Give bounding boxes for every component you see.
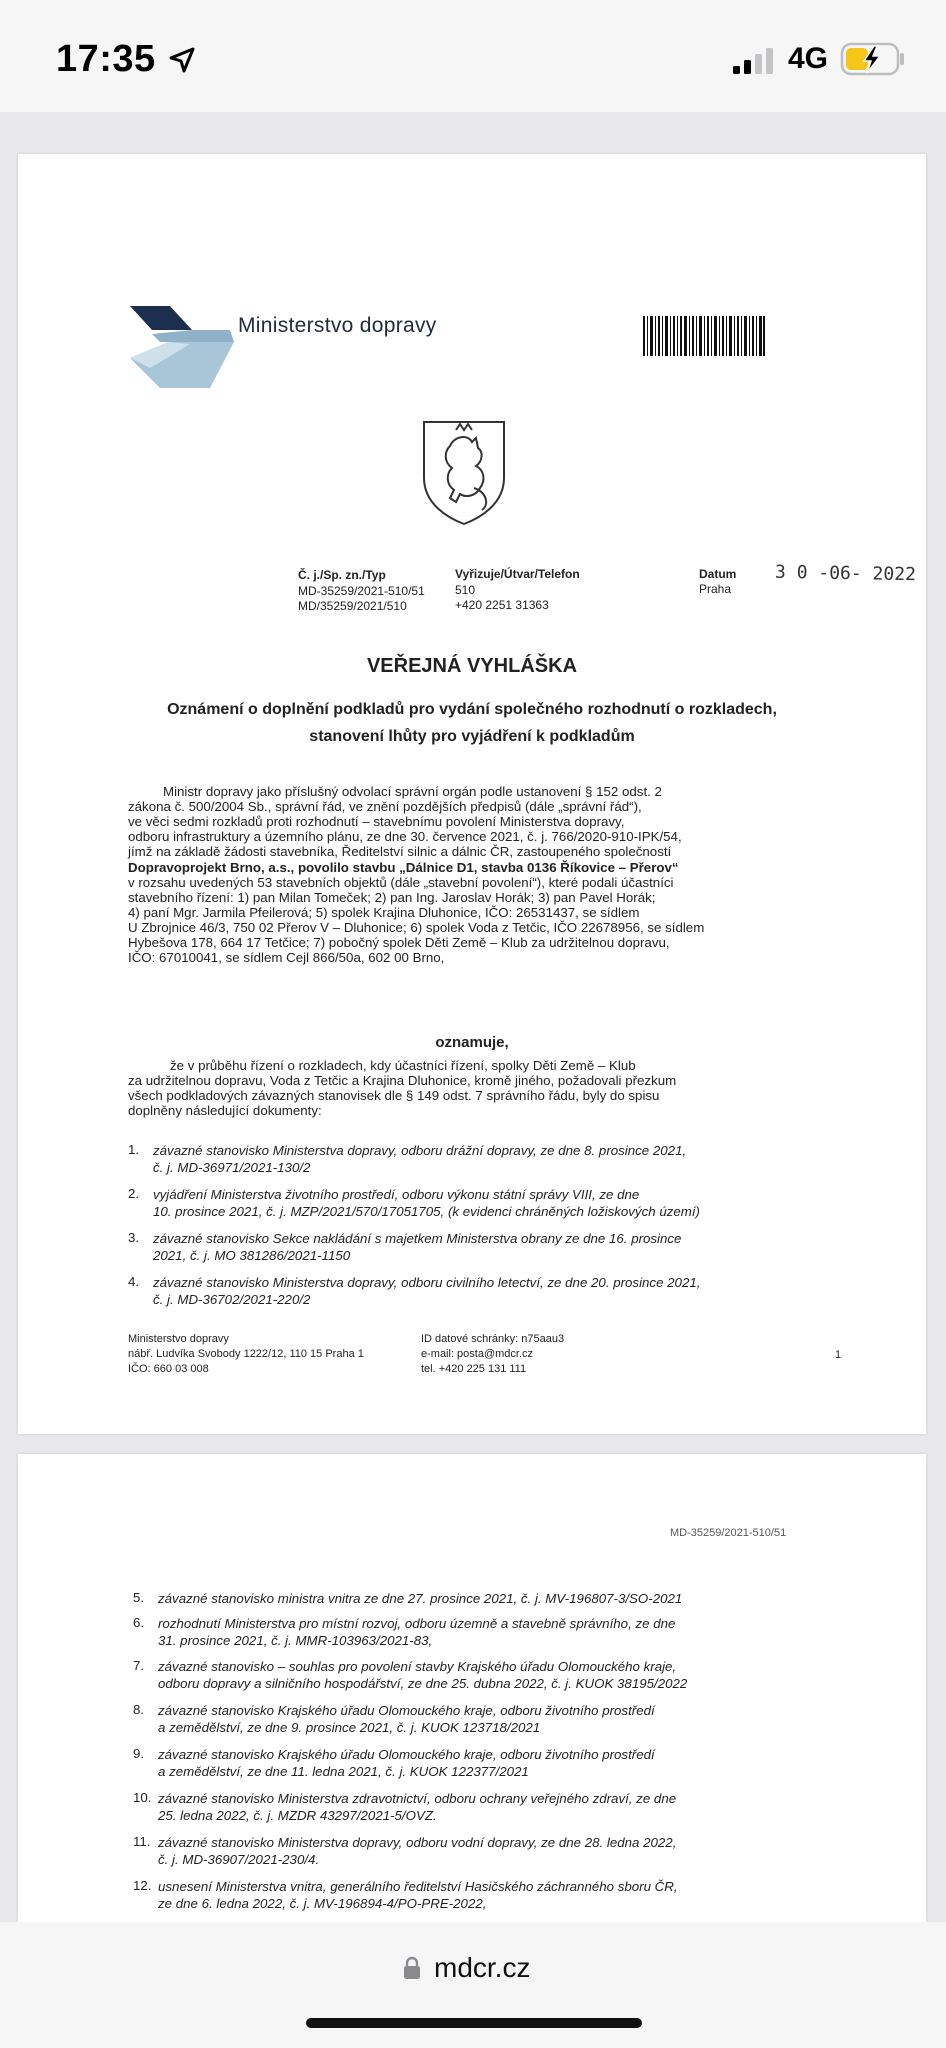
footer-address: Ministerstvo dopravy	[128, 1333, 229, 1345]
ref-number-1: MD-35259/2021-510/51	[298, 584, 425, 598]
list-item-text: 25. ledna 2022, č. j. MZDR 43297/2021-5/OVZ.	[158, 1808, 437, 1823]
list-item-text: vyjádření Ministerstva životního prostředí, odboru výkonu státní správy VIII, ze dne	[153, 1187, 640, 1202]
document-subtitle-2: stanovení lhůty pro vyjádření k podkladům	[309, 728, 635, 745]
contact-dept: 510	[455, 583, 476, 597]
list-item-text: č. j. MD-36971/2021-130/2	[153, 1160, 311, 1175]
para2-line: za udržitelnou dopravu, Voda z Tetčic a Krajina Dluhonice, kromě jiného, požadovali přezkum	[128, 1073, 677, 1088]
status-bar	[0, 0, 946, 112]
list-item-text: závazné stanovisko Ministerstva dopravy, odboru vodní dopravy, ze dne 28. ledna 2022,	[158, 1835, 677, 1850]
announcement-heading: oznamuje,	[435, 1034, 509, 1051]
list-item-text: závazné stanovisko Krajského úřadu Olomouckého kraje, odboru životního prostředí	[158, 1703, 655, 1718]
network-type: 4G	[788, 42, 829, 75]
footer-contact: e-mail: posta@mdcr.cz	[421, 1348, 534, 1360]
date-stamp: 3 0 -06- 2022	[774, 561, 917, 586]
list-item-text: usnesení Ministerstva vnitra, generálního ředitelství Hasičského záchranného sboru ČR,	[158, 1879, 678, 1894]
url-text[interactable]: mdcr.cz	[434, 1952, 531, 1983]
list-item-text: odboru dopravy a silničního hospodářství, ze dne 25. dubna 2022, č. j. KUOK 38195/2022	[158, 1676, 688, 1691]
ref-label: Č. j./Sp. zn./Typ	[298, 568, 386, 582]
ministry-name: Ministerstvo dopravy	[238, 314, 437, 337]
para2-line: všech podkladových závazných stanovisek dle § 149 odst. 7 správního řádu, byly do spisu	[128, 1088, 660, 1103]
list-item-text: závazné stanovisko Ministerstva dopravy, odboru civilního letectví, ze dne 20. prosince 2021,	[153, 1275, 701, 1290]
list-item-number: 9.	[133, 1746, 145, 1761]
list-item-text: závazné stanovisko Sekce nakládání s majetkem Ministerstva obrany ze dne 16. prosince	[153, 1231, 682, 1246]
status-time: 17:35	[56, 38, 156, 80]
list-item-text: č. j. MD-36702/2021-220/2	[153, 1292, 311, 1307]
pdf-page-1	[18, 154, 926, 1434]
list-item-text: rozhodnutí Ministerstva pro místní rozvoj, odboru územně a stavebně správního, ze dne	[158, 1616, 676, 1631]
list-item-text: a zemědělství, ze dne 9. prosince 2021, č. j. KUOK 123718/2021	[158, 1720, 541, 1735]
para1-line: Dopravoprojekt Brno, a.s., povolilo stavbu „Dálnice D1, stavba 0136 Říkovice – Přerov“	[128, 860, 679, 875]
pdf-page-2	[18, 1454, 926, 1922]
para1-line: 4) paní Mgr. Jarmila Pfeilerová; 5) spolek Krajina Dluhonice, IČO: 26531437, se sídlem	[128, 905, 640, 920]
document-title: VEŘEJNÁ VYHLÁŠKA	[366, 655, 578, 677]
signal-strength-icon	[733, 48, 775, 74]
para2-line: doplněny následující dokumenty:	[128, 1103, 322, 1118]
battery-charging-icon	[840, 42, 906, 76]
page-number: 1	[835, 1349, 842, 1361]
list-item-number: 2.	[128, 1186, 140, 1201]
date-label: Datum	[699, 567, 737, 581]
list-item-number: 10.	[133, 1790, 152, 1805]
para1-line: Hybešova 178, 664 17 Tetčice; 7) pobočný spolek Děti Země – Klub za udržitelnou dopravu,	[128, 935, 670, 950]
para1-line: odboru infrastruktury a územního plánu, ze dne 30. července 2021, č. j. 766/2020-910-IPK/54,	[128, 829, 682, 844]
list-item-text: závazné stanovisko – souhlas pro povolení stavby Krajského úřadu Olomouckého kraje,	[158, 1659, 677, 1674]
list-item-text: závazné stanovisko Ministerstva zdravotnictví, odboru ochrany veřejného zdraví, ze dne	[158, 1791, 677, 1806]
list-item-number: 5.	[133, 1590, 145, 1605]
list-item-number: 4.	[128, 1274, 140, 1289]
page2-ref-number: MD-35259/2021-510/51	[670, 1527, 787, 1539]
location-arrow-icon	[168, 46, 196, 74]
list-item-number: 7.	[133, 1658, 145, 1673]
home-indicator[interactable]	[306, 2018, 642, 2028]
date-city: Praha	[699, 582, 732, 596]
browser-address-bar[interactable]	[0, 1922, 946, 2048]
footer-address: nábř. Ludvíka Svobody 1222/12, 110 15 Praha 1	[128, 1348, 364, 1360]
para1-line: Ministr dopravy jako příslušný odvolací správní orgán podle ustanovení § 152 odst. 2	[163, 784, 662, 799]
para1-line: zákona č. 500/2004 Sb., správní řád, ve znění pozdějších předpisů (dále „správní řád“),	[128, 799, 642, 814]
document-subtitle-1: Oznámení o doplnění podkladů pro vydání společného rozhodnutí o rozkladech,	[167, 701, 777, 718]
list-item-text: 10. prosince 2021, č. j. MZP/2021/570/17051705, (k evidenci chráněných ložiskových území)	[153, 1204, 700, 1219]
list-item-text: závazné stanovisko Krajského úřadu Olomouckého kraje, odboru životního prostředí	[158, 1747, 655, 1762]
list-item-text: 2021, č. j. MO 381286/2021-1150	[153, 1248, 351, 1263]
list-item-number: 12.	[133, 1878, 152, 1893]
barcode-icon	[643, 316, 765, 360]
list-item-number: 8.	[133, 1702, 145, 1717]
list-item-text: č. j. MD-36907/2021-230/4.	[158, 1852, 320, 1867]
lock-icon	[403, 1956, 421, 1980]
para1-line: ve věci sedmi rozkladů proti rozhodnutí – stavebnímu povolení Ministerstva dopravy,	[128, 814, 625, 829]
list-item-number: 1.	[128, 1142, 140, 1157]
list-item-number: 11.	[133, 1834, 151, 1849]
list-item-text: ze dne 6. ledna 2022, č. j. MV-196894-4/PO-PRE-2022,	[158, 1896, 487, 1911]
coat-of-arms-icon	[420, 418, 508, 526]
footer-contact: ID datové schránky: n75aau3	[421, 1333, 565, 1345]
para1-line: stavebního řízení: 1) pan Milan Tomeček; 2) pan Ing. Jaroslav Horák; 3) pan Pavel Horák;	[128, 890, 656, 905]
list-item-text: a zemědělství, ze dne 11. ledna 2021, č. j. KUOK 122377/2021	[158, 1764, 529, 1779]
footer-address: IČO: 660 03 008	[128, 1363, 209, 1375]
list-item-number: 3.	[128, 1230, 140, 1245]
para1-line: jímž na základě žádosti stavebníka, Ředitelství silnic a dálnic ČR, zastoupeného společností	[128, 844, 672, 859]
contact-label: Vyřizuje/Útvar/Telefon	[455, 567, 580, 581]
para1-line: IČO: 67010041, se sídlem Cejl 866/50a, 602 00 Brno,	[128, 950, 445, 965]
list-item-text: 31. prosince 2021, č. j. MMR-103963/2021-83,	[158, 1633, 433, 1648]
para1-line: v rozsahu uvedených 53 stavebních objektů (dále „stavební povolení“), které podali účastníci	[128, 875, 674, 890]
para1-line: U Zbrojnice 46/3, 750 02 Přerov V – Dluhonice; 6) spolek Voda z Tetčic, IČO 22678956, se sídlem	[128, 920, 705, 935]
ministry-logo-icon	[130, 304, 240, 388]
list-item-text: závazné stanovisko Ministerstva dopravy, odboru drážní dopravy, ze dne 8. prosince 2021,	[153, 1143, 687, 1158]
footer-contact: tel. +420 225 131 111	[421, 1363, 527, 1375]
para2-line: že v průběhu řízení o rozkladech, kdy účastníci řízení, spolky Děti Země – Klub	[170, 1058, 636, 1073]
contact-phone: +420 2251 31363	[455, 598, 549, 612]
list-item-number: 6.	[133, 1615, 145, 1630]
ref-number-2: MD/35259/2021/510	[298, 599, 407, 613]
list-item-text: závazné stanovisko ministra vnitra ze dne 27. prosince 2021, č. j. MV-196807-3/SO-2021	[158, 1591, 683, 1606]
